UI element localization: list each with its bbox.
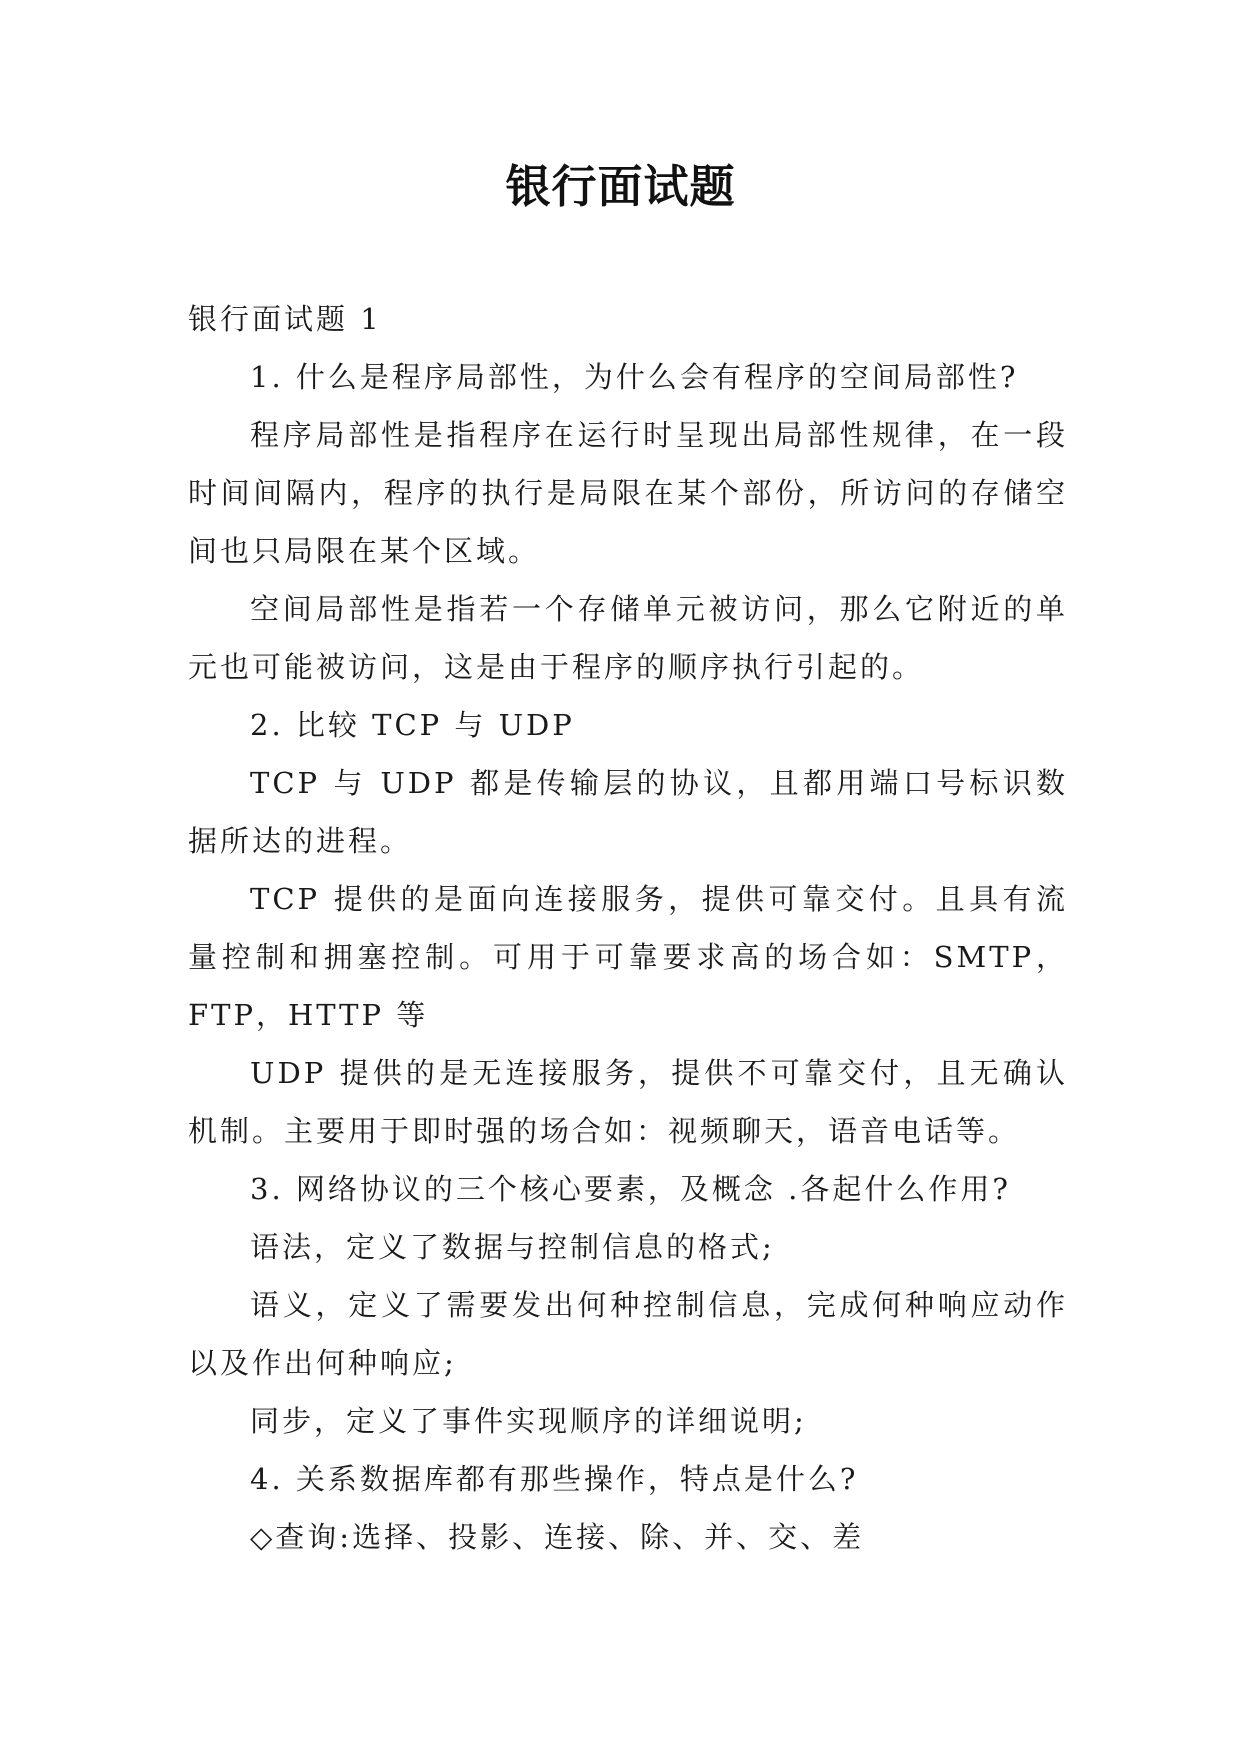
paragraph: ◇查询:选择、投影、连接、除、并、交、差	[250, 1520, 865, 1554]
page-title: 银行面试题	[505, 160, 736, 213]
paragraph-question-4: 4. 关系数据库都有那些操作，特点是什么?	[250, 1462, 859, 1496]
paragraph: UDP 提供的是无连接服务，提供不可靠交付，且无确认机制。主要用于即时强的场合如：视频聊天，语音电话等。	[188, 1056, 1068, 1148]
paragraph-question-3: 3. 网络协议的三个核心要素，及概念 .各起什么作用?	[250, 1172, 1011, 1206]
paragraph: 空间局部性是指若一个存储单元被访问，那么它附近的单元也可能被访问，这是由于程序的顺序执行引起的。	[188, 592, 1068, 684]
paragraph-heading: 银行面试题 1	[188, 302, 382, 336]
paragraph: 同步，定义了事件实现顺序的详细说明;	[250, 1404, 807, 1438]
paragraph-question-2: 2. 比较 TCP 与 UDP	[250, 708, 575, 742]
paragraph: 程序局部性是指程序在运行时呈现出局部性规律，在一段时间间隔内，程序的执行是局限在某个部份，所访问的存储空间也只局限在某个区域。	[188, 418, 1068, 568]
document-body	[188, 290, 1068, 1566]
paragraph-question-1: 1. 什么是程序局部性，为什么会有程序的空间局部性?	[250, 360, 1019, 394]
paragraph: TCP 与 UDP 都是传输层的协议，且都用端口号标识数据所达的进程。	[188, 766, 1068, 858]
paragraph: 语义，定义了需要发出何种控制信息，完成何种响应动作以及作出何种响应;	[188, 1288, 1068, 1380]
paragraph: 语法，定义了数据与控制信息的格式;	[250, 1230, 775, 1264]
paragraph: TCP 提供的是面向连接服务，提供可靠交付。且具有流量控制和拥塞控制。可用于可靠要求高的场合如：SMTP，FTP，HTTP 等	[188, 882, 1068, 1032]
